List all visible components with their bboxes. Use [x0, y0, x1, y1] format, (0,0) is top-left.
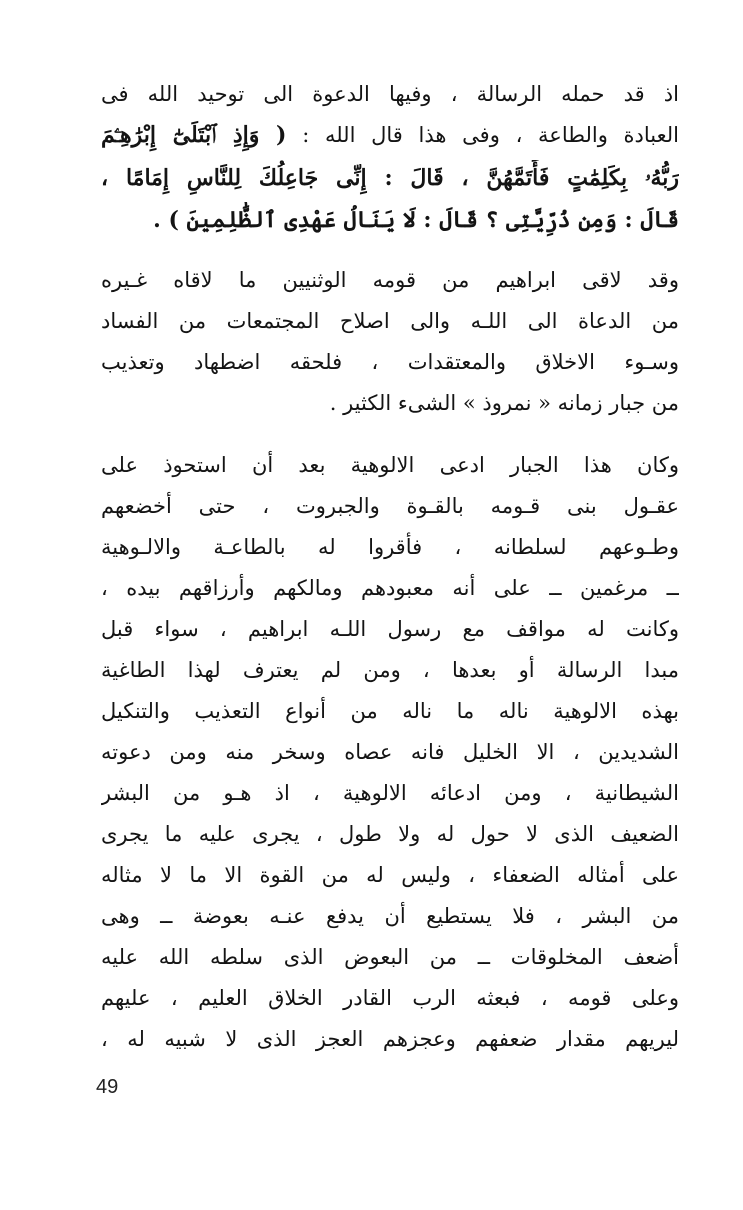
- text-line: على أمثاله الضعفاء ، وليس له من القوة الا ما لا مثاله: [101, 863, 679, 887]
- text-line: الشديدين ، الا الخليل فانه عصاه وسخر منه ومن دعوته: [101, 740, 679, 764]
- page-number: 49: [96, 1076, 119, 1098]
- text-line: الشيطانية ، ومن ادعائه الالوهية ، اذ هـو من البشر: [101, 781, 679, 805]
- text-line: وكانت له مواقف مع رسول اللـه ابراهيم ، سواء قبل: [101, 617, 679, 641]
- text-line: وعلى قومه ، فبعثه الرب القادر الخلاق العليم ، عليهم: [101, 986, 679, 1010]
- quran-verse-line: قَالَ : وَمِن ذُرِّيَّتِى ؟ قَالَ : لَا يَنَالُ عَهْدِى ٱلظَّٰلِمِينَ ) .: [153, 207, 679, 233]
- text-line: ليريهم مقدار ضعفهم وعجزهم العجز الذى لا شبيه له ،: [101, 1027, 679, 1051]
- text-line: وطـوعهم لسلطانه ، فأقروا له بالطاعـة والالـوهية: [101, 535, 679, 559]
- quran-verse-line: رَبُّهُۥ بِكَلِمَٰتٍ فَأَتَمَّهُنَّ ، قَالَ : إِنِّى جَاعِلُكَ لِلنَّاسِ إِمَامًا ،: [101, 165, 679, 191]
- text-line: من جبار زمانه « نمروذ » الشىء الكثير .: [329, 391, 679, 415]
- text-line: ــ مرغمين ــ على أنه معبودهم ومالكهم وأرزاقهم بيده ،: [101, 576, 679, 600]
- text-line: عقـول بنى قـومه بالقـوة والجبروت ، حتى أخضعهم: [101, 494, 679, 518]
- text-segment: العبادة والطاعة ، وفى هذا قال الله :: [302, 123, 679, 147]
- text-line: من الدعاة الى اللـه والى اصلاح المجتمعات من الفساد: [101, 309, 679, 333]
- text-line: أضعف المخلوقات ــ من البعوض الذى سلطه الله عليه: [101, 945, 679, 969]
- text-line: اذ قد حمله الرسالة ، وفيها الدعوة الى توحيد الله فى: [101, 82, 679, 106]
- text-line: الضعيف الذى لا حول له ولا طول ، يجرى عليه ما يجرى: [101, 822, 679, 846]
- text-line: من البشر ، فلا يستطيع أن يدفع عنـه بعوضة ــ وهى: [101, 904, 679, 928]
- text-line: وكان هذا الجبار ادعى الالوهية بعد أن استحوذ على: [101, 453, 679, 477]
- text-line: [101, 117, 679, 153]
- text-line: وسـوء الاخلاق والمعتقدات ، فلحقه اضطهاد وتعذيب: [101, 350, 679, 374]
- text-line: مبدا الرسالة أو بعدها ، ومن لم يعترف لهذا الطاغية: [101, 658, 679, 682]
- text-line: وقد لاقى ابراهيم من قومه الوثنيين ما لاقاه غـيره: [101, 268, 679, 292]
- text-line: بهذه الالوهية ناله ما ناله من أنواع التعذيب والتنكيل: [101, 699, 679, 723]
- quran-verse-text: ( وَإِذِ ٱبْتَلَىٰٓ إِبْرَٰهِـۧمَ: [101, 122, 287, 148]
